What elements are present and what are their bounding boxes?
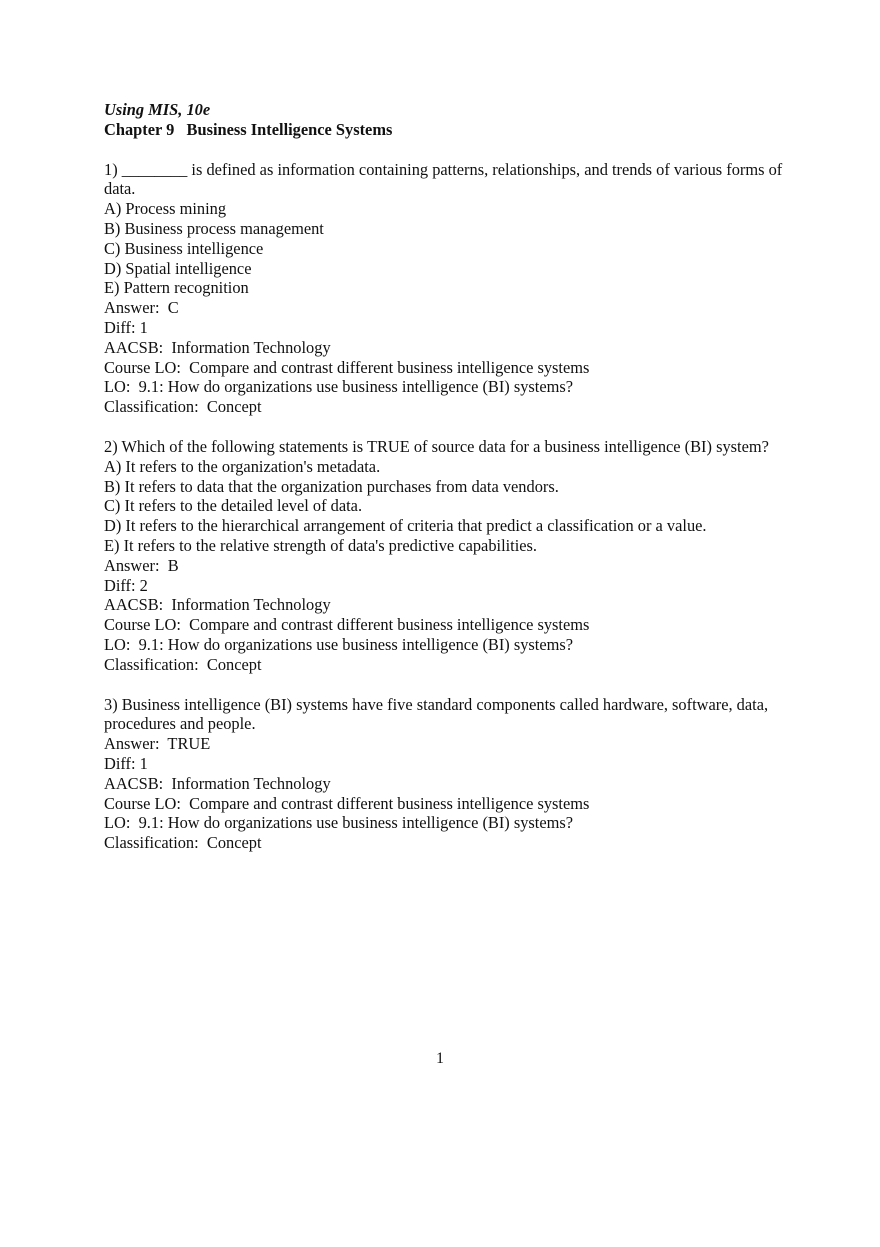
learning-objective: LO: 9.1: How do organizations use business intelligence (BI) systems?	[104, 813, 574, 833]
chapter-title: Chapter 9 Business Intelligence Systems	[104, 119, 393, 139]
answer: Answer: TRUE	[104, 734, 211, 754]
question-3	[104, 695, 784, 853]
option-b: B) Business process management	[104, 218, 324, 238]
option-c: C) Business intelligence	[104, 238, 264, 258]
option-b: B) It refers to data that the organization purchases from data vendors.	[104, 476, 559, 496]
classification: Classification: Concept	[104, 397, 262, 417]
option-e: E) Pattern recognition	[104, 278, 249, 298]
learning-objective: LO: 9.1: How do organizations use business intelligence (BI) systems?	[104, 377, 574, 397]
option-a: A) Process mining	[104, 199, 227, 219]
question-2	[104, 437, 784, 675]
difficulty: Diff: 1	[104, 753, 148, 773]
question-1	[104, 159, 787, 417]
page-number: 1	[436, 1050, 444, 1067]
classification: Classification: Concept	[104, 654, 262, 674]
option-c: C) It refers to the detailed level of data.	[104, 496, 363, 516]
answer: Answer: B	[104, 555, 179, 575]
book-title: Using MIS, 10e	[104, 100, 211, 119]
difficulty: Diff: 2	[104, 575, 148, 595]
option-a: A) It refers to the organization's metadata.	[104, 456, 381, 476]
difficulty: Diff: 1	[104, 317, 148, 337]
learning-objective: LO: 9.1: How do organizations use business intelligence (BI) systems?	[104, 634, 574, 654]
question-stem: 3) Business intelligence (BI) systems have five standard components called hardware, software, data, procedures and people.	[104, 694, 773, 734]
aacsb: AACSB: Information Technology	[104, 337, 331, 357]
course-lo: Course LO: Compare and contrast different business intelligence systems	[104, 357, 590, 377]
answer: Answer: C	[104, 298, 179, 318]
page-content	[104, 100, 787, 853]
option-e: E) It refers to the relative strength of data's predictive capabilities.	[104, 535, 538, 555]
option-d: D) Spatial intelligence	[104, 258, 252, 278]
aacsb: AACSB: Information Technology	[104, 773, 331, 793]
question-stem: 2) Which of the following statements is TRUE of source data for a business intelligence (BI) system?	[104, 436, 769, 456]
classification: Classification: Concept	[104, 833, 262, 853]
course-lo: Course LO: Compare and contrast different business intelligence systems	[104, 615, 590, 635]
option-d: D) It refers to the hierarchical arrangement of criteria that predict a classification or a value.	[104, 516, 707, 536]
question-stem: 1) ________ is defined as information containing patterns, relationships, and trends of various forms of data.	[104, 159, 787, 199]
course-lo: Course LO: Compare and contrast different business intelligence systems	[104, 793, 590, 813]
aacsb: AACSB: Information Technology	[104, 595, 331, 615]
